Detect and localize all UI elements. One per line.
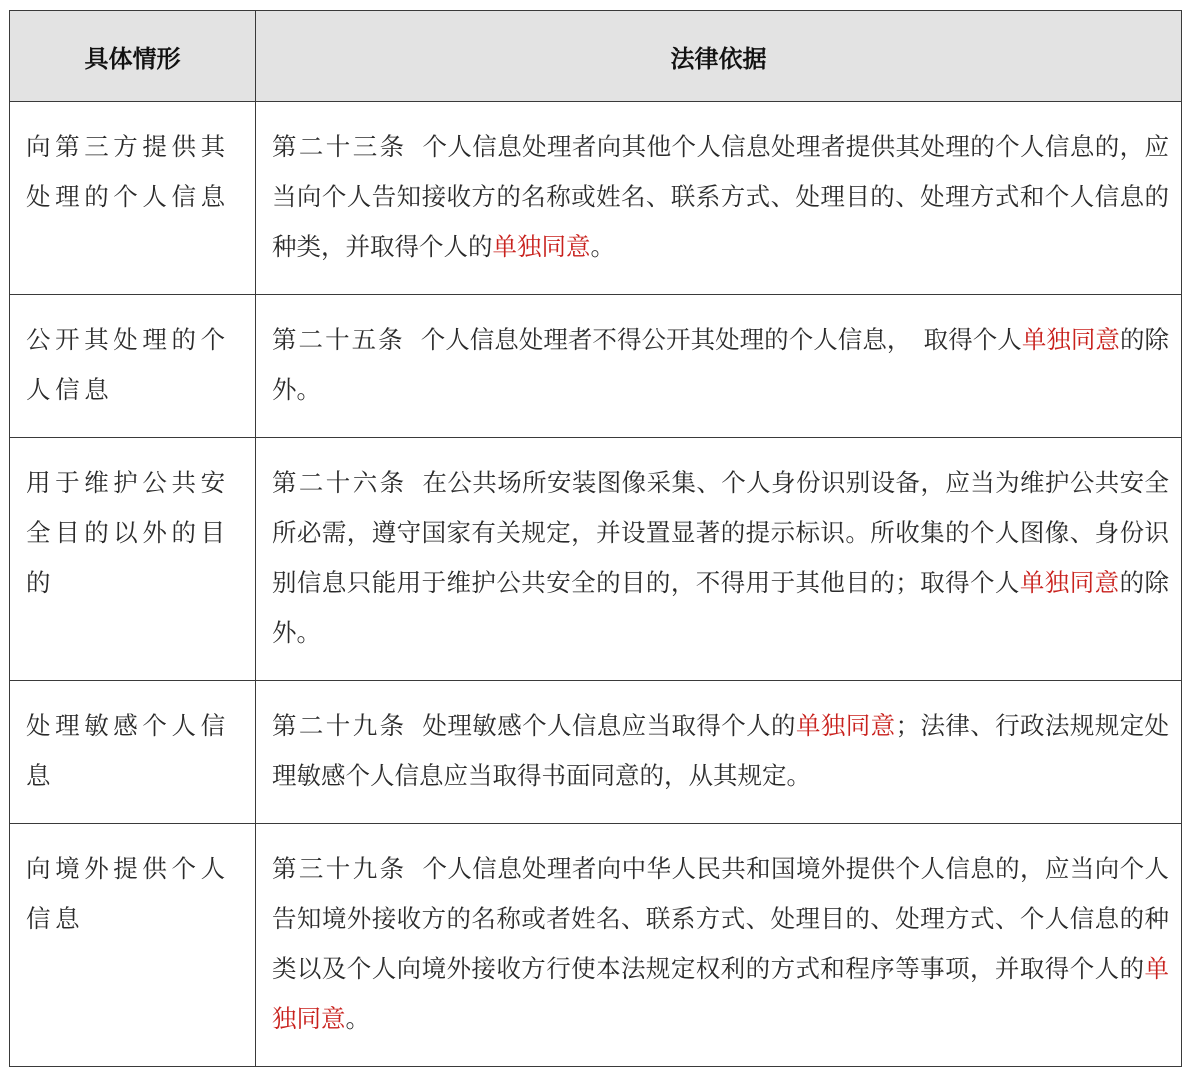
header-legal-basis: 法律依据 — [256, 11, 1182, 102]
legal-basis-cell — [256, 681, 1182, 824]
article-number: 第二十三条 — [272, 132, 407, 161]
legal-basis-cell — [256, 102, 1182, 295]
article-number: 第二十九条 — [272, 711, 407, 740]
basis-text-end: 。 — [345, 1004, 370, 1033]
situation-cell: 向第三方提供其处理的个人信息 — [10, 102, 256, 295]
situation-cell: 处理敏感个人信息 — [10, 681, 256, 824]
basis-text-end: 的除外。 — [272, 325, 1170, 404]
highlight-separate-consent: 单独同意 — [272, 954, 1169, 1033]
article-number: 第二十六条 — [272, 468, 407, 497]
basis-text: 个人信息处理者不得公开其处理的个人信息， 取得个人 — [420, 325, 1022, 354]
basis-text: 处理敏感个人信息应当取得个人的 — [422, 711, 796, 740]
table-row — [10, 102, 1182, 295]
table-row — [10, 681, 1182, 824]
article-number: 第三十九条 — [272, 854, 407, 883]
highlight-separate-consent: 单独同意 — [1021, 325, 1120, 354]
table-row — [10, 824, 1182, 1067]
legal-basis-cell — [256, 295, 1182, 438]
basis-text: 个人信息处理者向中华人民共和国境外提供个人信息的，应当向个人告知境外接收方的名称或者姓名、联系方式、处理目的、处理方式、个人信息的种类以及个人向境外接收方行使本法规定权利的方式和程序等事项，并取得个人的 — [272, 854, 1170, 983]
highlight-separate-consent: 单独同意 — [795, 711, 896, 740]
header-situation: 具体情形 — [10, 11, 256, 102]
legal-basis-cell — [256, 438, 1182, 681]
table-row — [10, 295, 1182, 438]
article-number: 第二十五条 — [272, 325, 405, 354]
highlight-separate-consent: 单独同意 — [1019, 568, 1120, 597]
situation-cell: 向境外提供个人信息 — [10, 824, 256, 1067]
page — [9, 10, 1181, 1067]
basis-text: 个人信息处理者向其他个人信息处理者提供其处理的个人信息的，应当向个人告知接收方的名称或姓名、联系方式、处理目的、处理方式和个人信息的种类，并取得个人的 — [272, 132, 1170, 261]
table-header-row — [10, 11, 1182, 102]
situation-cell: 用于维护公共安全目的以外的目的 — [10, 438, 256, 681]
highlight-separate-consent: 单独同意 — [492, 232, 591, 261]
basis-text: 在公共场所安装图像采集、个人身份识别设备，应当为维护公共安全所必需，遵守国家有关规定，并设置显著的提示标识。所收集的个人图像、身份识别信息只能用于维护公共安全的目的，不得用于其他目的；取得个人 — [272, 468, 1170, 597]
basis-text-end: 的除外。 — [272, 568, 1170, 647]
legal-basis-cell — [256, 824, 1182, 1067]
basis-text-end: 。 — [590, 232, 615, 261]
basis-text-end: ；法律、行政法规规定处理敏感个人信息应当取得书面同意的，从其规定。 — [272, 711, 1170, 790]
law-table — [9, 10, 1182, 1067]
situation-cell: 公开其处理的个人信息 — [10, 295, 256, 438]
table-row — [10, 438, 1182, 681]
